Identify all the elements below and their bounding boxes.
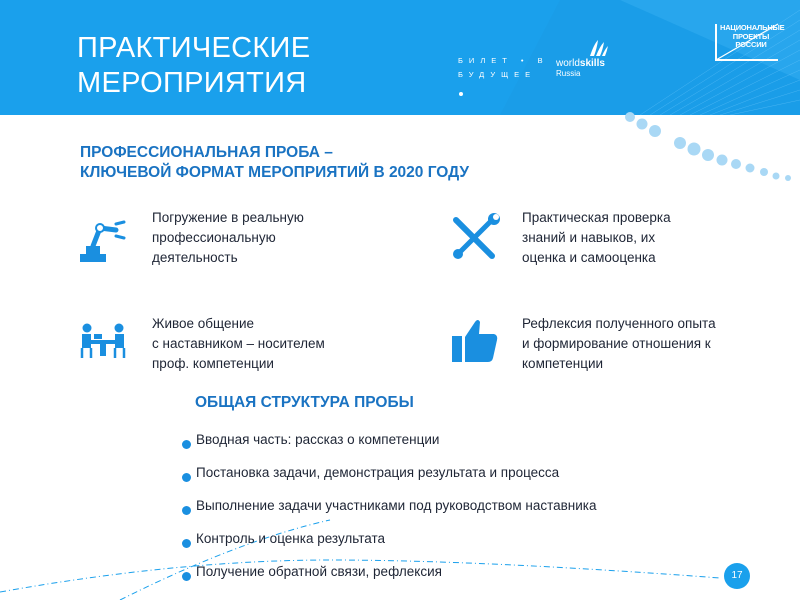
section-subtitle (80, 143, 469, 183)
slide-title-line-1: ПРАКТИЧЕСКИЕ (77, 32, 311, 64)
subtitle-line-2: КЛЮЧЕВОЙ ФОРМАТ МЕРОПРИЯТИЙ В 2020 ГОДУ (80, 164, 470, 181)
worldskills-russia: Russia (556, 69, 581, 78)
bilet-v-budushchee-logo (458, 54, 549, 82)
bullet-icon (182, 506, 191, 515)
header-banner (0, 0, 800, 115)
meeting-icon (78, 320, 128, 370)
national-projects-logo (712, 22, 785, 62)
bilet-line-1: БИЛЕТ • В (458, 56, 549, 65)
worldskills-logo (556, 38, 616, 78)
feature-reflection (450, 314, 770, 384)
feature-text: Живое общение с наставником – носителем проф. компетенции (152, 316, 325, 371)
worldskills-wordmark: worldskills (556, 58, 605, 69)
tools-icon (450, 212, 500, 262)
bilet-line-2: БУДУЩЕЕ (458, 70, 537, 79)
bullet-icon (182, 572, 191, 581)
thumbs-up-icon (450, 316, 500, 366)
page-number: 17 (724, 563, 750, 589)
slide-title (77, 31, 310, 101)
feature-text: Погружение в реальную профессиональную деятельность (152, 210, 304, 265)
feature-text: Рефлексия полученного опыта и формирование отношения к компетенции (522, 316, 716, 371)
subtitle-line-1: ПРОФЕССИОНАЛЬНАЯ ПРОБА – (80, 144, 333, 161)
robot-arm-icon (78, 214, 128, 264)
bullet-icon (182, 539, 191, 548)
bullet-icon (182, 440, 191, 449)
bilet-dot (459, 92, 463, 96)
worldskills-mark-icon (588, 38, 610, 58)
feature-mentor-communication (78, 314, 378, 384)
feature-practical-check (450, 208, 750, 278)
slide-title-line-2: МЕРОПРИЯТИЯ (77, 67, 307, 99)
structure-title: ОБЩАЯ СТРУКТУРА ПРОБЫ (195, 394, 414, 411)
national-projects-text: НАЦИОНАЛЬНЫЕ ПРОЕКТЫ РОССИИ (720, 23, 785, 49)
feature-text: Практическая проверка знаний и навыков, их оценка и самооценка (522, 210, 671, 265)
feature-immersion (78, 208, 378, 278)
bullet-icon (182, 473, 191, 482)
